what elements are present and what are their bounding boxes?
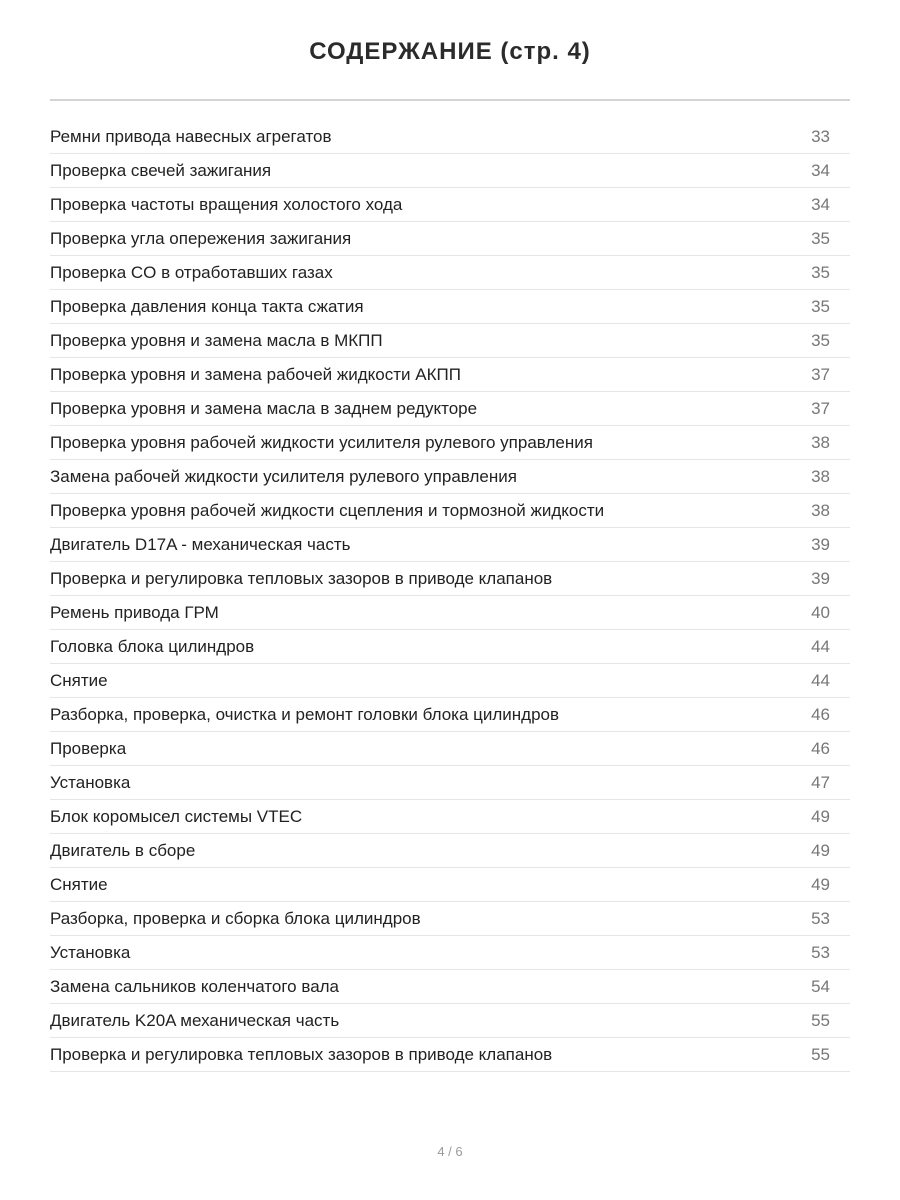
toc-entry-page: 44 — [811, 636, 830, 656]
toc-entry-title: Блок коромысел системы VTEC — [50, 806, 303, 826]
toc-entry[interactable] — [50, 1038, 850, 1072]
toc-entry-page: 38 — [811, 500, 830, 520]
toc-entry-page: 53 — [811, 908, 830, 928]
toc-entry-title: Проверка уровня и замена рабочей жидкости АКПП — [50, 364, 461, 384]
toc-entry-page: 46 — [811, 738, 830, 758]
toc-entry-title: Проверка угла опережения зажигания — [50, 228, 352, 248]
toc-entry-page: 39 — [811, 534, 830, 554]
toc-entry[interactable] — [50, 732, 850, 766]
toc-entry-title: Снятие — [50, 670, 108, 690]
toc-entry-title: Замена рабочей жидкости усилителя рулевого управления — [50, 466, 517, 486]
toc-entry-title: Установка — [50, 942, 131, 962]
toc-entry[interactable] — [50, 120, 850, 154]
toc-entry[interactable] — [50, 358, 850, 392]
toc-entry[interactable] — [50, 392, 850, 426]
toc-entry[interactable] — [50, 766, 850, 800]
toc-entry-title: Проверка и регулировка тепловых зазоров в приводе клапанов — [50, 568, 553, 588]
toc-entry-page: 55 — [811, 1044, 830, 1064]
page-title: СОДЕРЖАНИЕ (стр. 4) — [309, 38, 591, 65]
toc-entry[interactable] — [50, 426, 850, 460]
toc-entry-title: Ремни привода навесных агрегатов — [50, 126, 332, 146]
toc-entry-page: 53 — [811, 942, 830, 962]
toc-entry-page: 55 — [811, 1010, 830, 1030]
toc-entry[interactable] — [50, 494, 850, 528]
toc-entry[interactable] — [50, 868, 850, 902]
toc-entry-title: Разборка, проверка, очистка и ремонт головки блока цилиндров — [50, 704, 560, 724]
toc-entry-title: Проверка уровня и замена масла в МКПП — [50, 330, 383, 350]
toc-entry-title: Двигатель в сборе — [50, 840, 196, 860]
toc-entry-page: 34 — [811, 194, 830, 214]
toc-entry-title: Головка блока цилиндров — [50, 636, 255, 656]
toc-entry-page: 54 — [811, 976, 830, 996]
toc-entry-page: 37 — [811, 398, 830, 418]
toc-entry[interactable] — [50, 596, 850, 630]
toc-entry[interactable] — [50, 664, 850, 698]
toc-entry-title: Проверка частоты вращения холостого хода — [50, 194, 403, 214]
toc-entry-title: Установка — [50, 772, 131, 792]
toc-entry[interactable] — [50, 256, 850, 290]
toc-entry[interactable] — [50, 460, 850, 494]
toc-entry-page: 35 — [811, 228, 830, 248]
toc-entry[interactable] — [50, 528, 850, 562]
toc-entry-title: Проверка уровня рабочей жидкости сцепления и тормозной жидкости — [50, 500, 605, 520]
toc-entry[interactable] — [50, 222, 850, 256]
toc-entry[interactable] — [50, 290, 850, 324]
title-divider — [50, 99, 850, 101]
toc-entry[interactable] — [50, 324, 850, 358]
table-of-contents — [50, 120, 850, 1072]
toc-entry[interactable] — [50, 800, 850, 834]
toc-entry-title: Двигатель K20A механическая часть — [50, 1010, 340, 1030]
toc-entry-title: Проверка свечей зажигания — [50, 160, 272, 180]
toc-entry[interactable] — [50, 630, 850, 664]
toc-entry-title: Проверка давления конца такта сжатия — [50, 296, 364, 316]
toc-entry-title: Замена сальников коленчатого вала — [50, 976, 340, 996]
toc-entry-page: 49 — [811, 874, 830, 894]
toc-entry[interactable] — [50, 698, 850, 732]
toc-entry-page: 49 — [811, 840, 830, 860]
toc-entry-title: Проверка CO в отработавших газах — [50, 262, 333, 282]
toc-entry-page: 35 — [811, 330, 830, 350]
toc-entry-title: Снятие — [50, 874, 108, 894]
toc-entry-page: 38 — [811, 466, 830, 486]
toc-entry-page: 40 — [811, 602, 830, 622]
toc-entry-page: 37 — [811, 364, 830, 384]
toc-entry-page: 38 — [811, 432, 830, 452]
toc-entry[interactable] — [50, 902, 850, 936]
toc-entry[interactable] — [50, 1004, 850, 1038]
toc-entry[interactable] — [50, 834, 850, 868]
toc-entry[interactable] — [50, 562, 850, 596]
toc-entry-title: Проверка — [50, 738, 127, 758]
toc-entry-title: Разборка, проверка и сборка блока цилиндров — [50, 908, 421, 928]
toc-entry[interactable] — [50, 188, 850, 222]
toc-entry-page: 44 — [811, 670, 830, 690]
toc-entry-title: Проверка и регулировка тепловых зазоров в приводе клапанов — [50, 1044, 553, 1064]
toc-entry-page: 39 — [811, 568, 830, 588]
toc-entry-page: 47 — [811, 772, 830, 792]
toc-entry-page: 35 — [811, 296, 830, 316]
page-indicator: 4 / 6 — [437, 1144, 463, 1159]
toc-entry[interactable] — [50, 970, 850, 1004]
toc-entry-page: 46 — [811, 704, 830, 724]
toc-entry-title: Ремень привода ГРМ — [50, 602, 219, 622]
toc-entry-title: Проверка уровня рабочей жидкости усилителя рулевого управления — [50, 432, 593, 452]
toc-entry-page: 33 — [811, 126, 830, 146]
toc-entry[interactable] — [50, 936, 850, 970]
toc-entry-title: Проверка уровня и замена масла в заднем редукторе — [50, 398, 478, 418]
toc-entry-title: Двигатель D17A - механическая часть — [50, 534, 351, 554]
toc-entry[interactable] — [50, 154, 850, 188]
toc-entry-page: 35 — [811, 262, 830, 282]
toc-entry-page: 34 — [811, 160, 830, 180]
toc-entry-page: 49 — [811, 806, 830, 826]
